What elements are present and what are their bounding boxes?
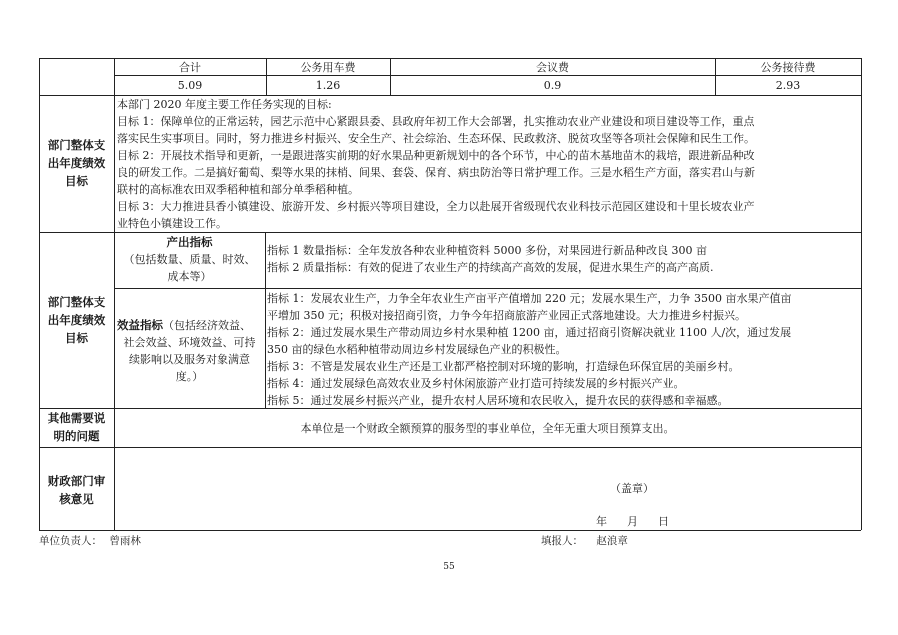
header-total: 合计 xyxy=(179,61,201,74)
benefit-indicator-line-1: 指标 1：发展农业生产，力争全年农业生产亩平产值增加 220 元；发展水果生产，力争 3500 亩水果产值亩 xyxy=(267,292,792,305)
output-indicator-line-2: 指标 2 质量指标：有效的促进了农业生产的持续高产高效的发展，促进水果生产的高产高质. xyxy=(267,261,714,274)
finance-review-label-line-1: 财政部门审 xyxy=(47,474,106,488)
value-total: 5.09 xyxy=(177,79,203,92)
benefit-indicator-desc-3: 度。） xyxy=(175,370,204,383)
value-vehicle: 1.26 xyxy=(315,79,341,92)
filler-label: 填报人： xyxy=(541,535,583,547)
benefit-indicator-line-4: 350 亩的绿色水稻种植带动周边乡村发展绿色产业的积极性。 xyxy=(267,343,567,356)
table-border-bottom xyxy=(39,530,861,531)
goals-line-4: 目标 2：开展技术指导和更新，一是跟进落实前期的好水果品种更新规划中的各个环节，中心的苗木基地苗木的栽培，跟进新品种改 xyxy=(117,149,755,162)
goals-line-1: 本部门 2020 年度主要工作任务实现的目标: xyxy=(117,98,332,111)
goals-line-7: 目标 3：大力推进县香小镇建设、旅游开发、乡村振兴等项目建设，全力以赴展开省级现代农业科技示范园区建设和十里长坡农业产 xyxy=(117,200,755,213)
table-border-right xyxy=(861,58,862,530)
goals-label-line-3: 目标 xyxy=(65,174,88,188)
label-column-divider xyxy=(114,58,115,530)
indicators-label-line-1: 部门整体支 xyxy=(47,295,106,309)
benefit-indicator-line-6: 指标 4：通过发展绿色高效农业及乡村休闲旅游产业打造可持续发展的乡村振兴产业。 xyxy=(267,377,685,390)
benefit-indicator-desc-1: 社会效益、环境效益、可持 xyxy=(123,336,256,349)
finance-review-date-year: 年 xyxy=(596,515,607,528)
goals-row-divider xyxy=(39,232,861,233)
finance-review-date-day: 日 xyxy=(658,515,669,528)
other-issues-label-line-1: 其他需要说 xyxy=(47,411,106,425)
finance-review-label-line-2: 核意见 xyxy=(59,492,94,506)
header-meeting: 会议费 xyxy=(536,61,569,74)
benefit-indicator-line-7: 指标 5：通过发展乡村振兴产业，提升农村人居环境和农民收入，提升农民的获得感和幸福感。 xyxy=(267,394,729,407)
goals-line-5: 良的研发工作。二是搞好葡萄、梨等水果的抹梢、间果、套袋、保育、病虫防治等日常护理工作。三是水稻生产方面，落实君山与新 xyxy=(117,166,755,179)
indicators-label-line-3: 目标 xyxy=(65,331,88,345)
value-meeting: 0.9 xyxy=(543,79,562,92)
filler-name: 赵浪章 xyxy=(596,535,628,547)
benefit-indicator-line-3: 指标 2：通过发展水果生产带动周边乡村水果种植 1200 亩，通过招商引资解决就业 1100 人/次，通过发展 xyxy=(267,326,792,339)
finance-review-date-month: 月 xyxy=(627,515,638,528)
indicators-label-line-2: 出年度绩效 xyxy=(47,313,106,327)
benefit-indicator-line-2: 平增加 350 元；积极对接招商引资，力争今年招商旅游产业园正式落地建设。大力推进乡村振兴。 xyxy=(267,309,746,322)
other-issues-text: 本单位是一个财政全额预算的服务型的事业单位，全年无重大项目预算支出。 xyxy=(300,422,675,435)
finance-review-seal: （盖章） xyxy=(610,482,654,495)
output-indicator-desc-1: （包括数量、质量、时效、 xyxy=(123,253,256,266)
output-indicator-desc-2: 成本等） xyxy=(167,270,212,283)
filler xyxy=(541,533,628,548)
goals-line-2: 目标 1：保障单位的正常运转，园艺示范中心紧跟县委、县政府年初工作大会部署，扎实推动农业产业建设和项目建设等工作，重点 xyxy=(117,115,755,128)
value-reception: 2.93 xyxy=(775,79,801,92)
output-benefit-divider xyxy=(114,288,861,289)
output-indicator-title: 产出指标 xyxy=(166,235,213,249)
unit-head-name: 曾雨林 xyxy=(109,535,141,547)
unit-head xyxy=(39,533,141,548)
goals-line-6: 联村的高标准农田双季稻种植和部分单季稻种植。 xyxy=(117,183,359,196)
goals-line-8: 业特色小镇建设工作。 xyxy=(117,217,227,230)
goals-label-line-1: 部门整体支 xyxy=(47,138,106,152)
benefit-indicator-desc-first: （包括经济效益、 xyxy=(163,319,251,332)
output-indicator-line-1: 指标 1 数量指标：全年发放各种农业种植资料 5000 多份，对果园进行新品种改良 300 亩 xyxy=(267,244,707,257)
page-number: 55 xyxy=(443,562,455,572)
unit-head-label: 单位负责人： xyxy=(39,535,102,547)
indicator-col-divider xyxy=(265,232,266,408)
other-issues-label-line-2: 明的问题 xyxy=(53,429,100,443)
benefit-indicator-desc-2: 续影响以及服务对象满意 xyxy=(129,353,250,366)
benefit-indicator-line-5: 指标 3：不管是发展农业生产还是工业都严格控制对环境的影响，打造绿色环保宜居的美丽乡村。 xyxy=(267,360,740,373)
benefit-indicator-head xyxy=(117,317,251,334)
goals-line-3: 落实民生实事项目。同时，努力推进乡村振兴、安全生产、社会综治、生态环保、民政救济、脱贫攻坚等各项社会保障和民生工作。 xyxy=(117,132,755,145)
goals-label-line-2: 出年度绩效 xyxy=(47,156,106,170)
other-row-divider xyxy=(39,447,861,448)
benefit-indicator-title: 效益指标 xyxy=(117,318,163,332)
header-vehicle: 公务用车费 xyxy=(300,61,356,74)
header-reception: 公务接待费 xyxy=(760,61,816,74)
